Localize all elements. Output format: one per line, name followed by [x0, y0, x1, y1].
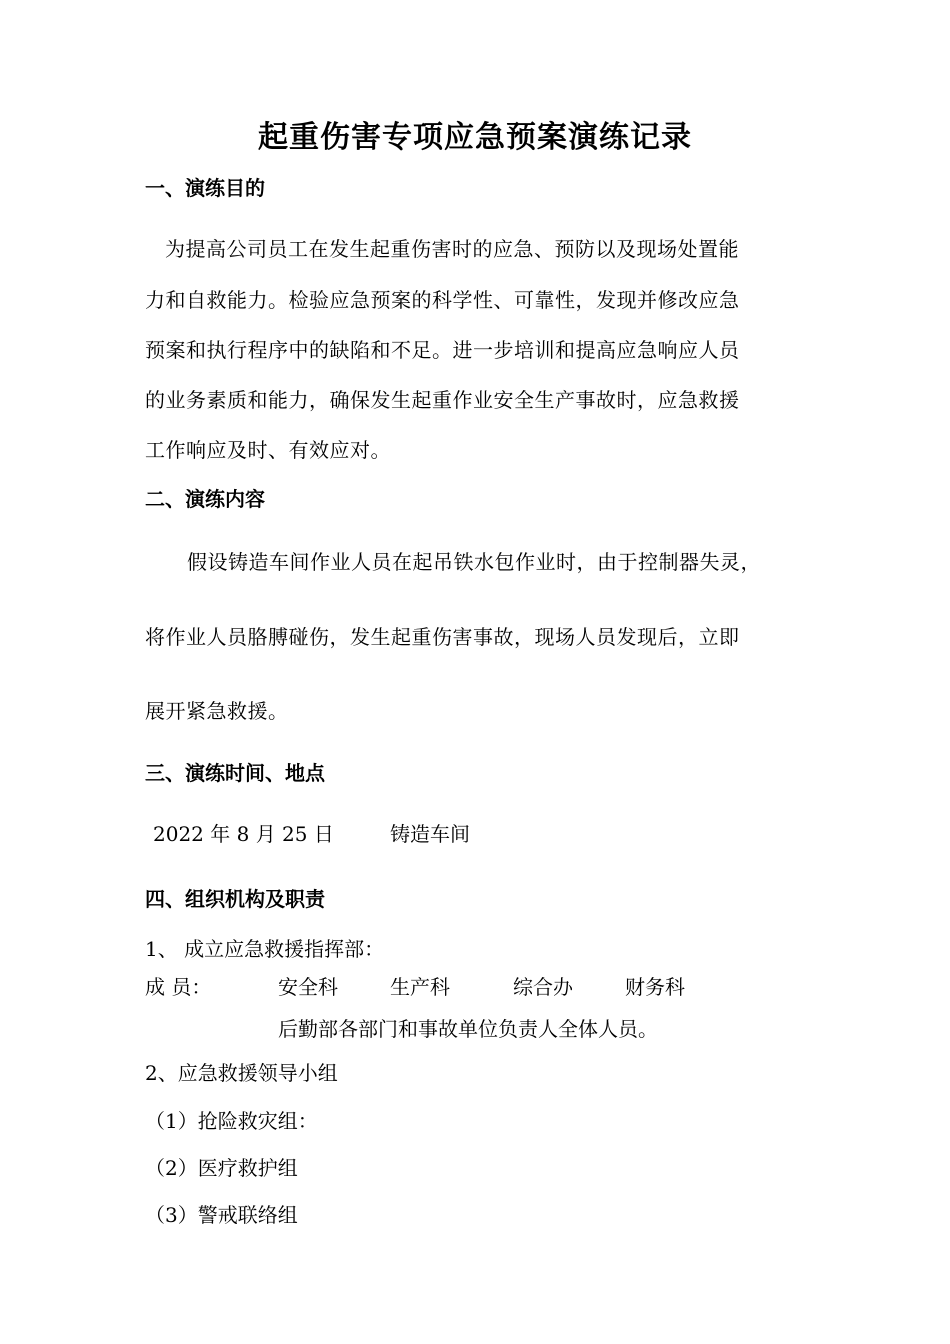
- section-1-line: 为提高公司员工在发生起重伤害时的应急、预防以及现场处置能: [165, 237, 739, 261]
- item-2: 2、应急救援领导小组: [145, 1061, 338, 1085]
- section-1-line: 工作响应及时、有效应对。: [145, 438, 391, 462]
- section-2-line: 将作业人员胳膊碰伤，发生起重伤害事故，现场人员发现后，立即: [145, 625, 740, 649]
- members-continued: 后勤部各部门和事故单位负责人全体人员。: [278, 1017, 658, 1041]
- drill-location: 铸造车间: [390, 822, 470, 846]
- drill-date: 2022 年 8 月 25 日: [153, 822, 334, 846]
- group-item: （1）抢险救灾组：: [145, 1109, 318, 1133]
- member-dept: 财务科: [625, 975, 685, 999]
- item-1: 1、 成立应急救援指挥部：: [145, 937, 385, 961]
- group-item: （3）警戒联络组: [145, 1203, 298, 1227]
- member-dept: 生产科: [390, 975, 450, 999]
- section-1-line: 的业务素质和能力，确保发生起重作业安全生产事故时，应急救援: [145, 388, 740, 412]
- section-2-line: 假设铸造车间作业人员在起吊铁水包作业时，由于控制器失灵，: [187, 550, 761, 574]
- section-3-heading: 三、演练时间、地点: [145, 761, 325, 785]
- section-1-heading: 一、演练目的: [145, 176, 265, 200]
- member-dept: 综合办: [513, 975, 573, 999]
- document-title: 起重伤害专项应急预案演练记录: [258, 120, 692, 155]
- section-1-line: 力和自救能力。检验应急预案的科学性、可靠性，发现并修改应急: [145, 288, 740, 312]
- section-2-line: 展开紧急救援。: [145, 699, 289, 723]
- section-4-heading: 四、组织机构及职责: [145, 887, 325, 911]
- section-1-line: 预案和执行程序中的缺陷和不足。进一步培训和提高应急响应人员: [145, 338, 740, 362]
- members-label: 成 员：: [145, 975, 212, 999]
- member-dept: 安全科: [278, 975, 338, 999]
- section-2-heading: 二、演练内容: [145, 487, 265, 511]
- group-item: （2）医疗救护组: [145, 1156, 298, 1180]
